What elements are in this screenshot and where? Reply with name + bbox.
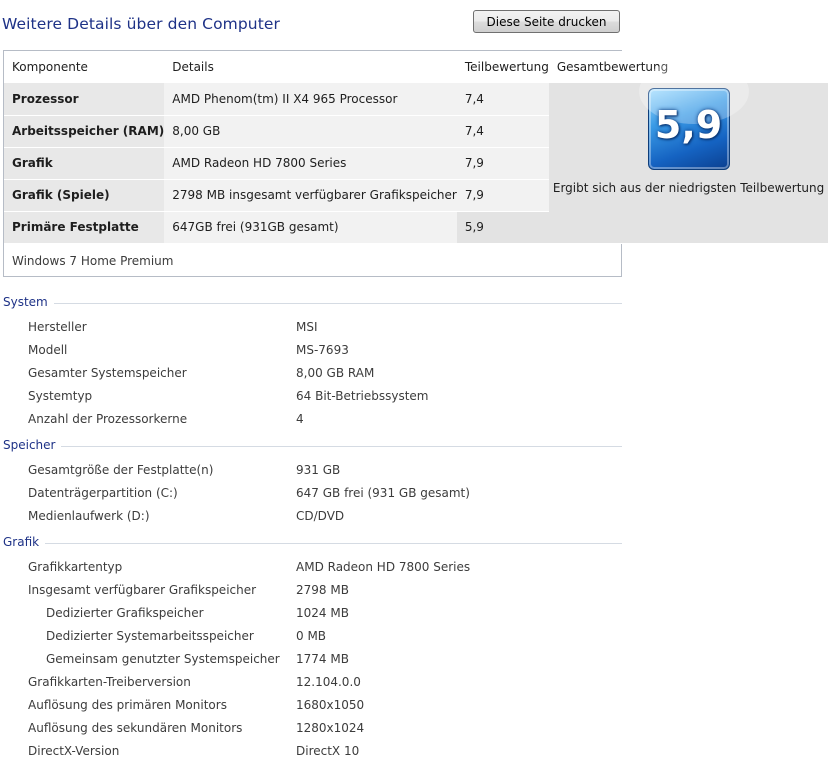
detail-value: 8,00 GB RAM xyxy=(296,366,375,380)
component-details: 2798 MB insgesamt verfügbarer Grafikspeicher xyxy=(164,179,457,211)
score-table xyxy=(4,51,828,244)
column-header-base-score: Gesamtbewertung xyxy=(549,51,828,83)
detail-row xyxy=(0,698,626,718)
detail-row xyxy=(0,463,626,483)
detail-row xyxy=(0,606,626,626)
detail-value: 647 GB frei (931 GB gesamt) xyxy=(296,486,470,500)
print-page-button[interactable]: Diese Seite drucken xyxy=(473,10,620,33)
component-details: 8,00 GB xyxy=(164,115,457,147)
detail-label: Dedizierter Systemarbeitsspeicher xyxy=(46,629,254,643)
detail-value: MSI xyxy=(296,320,318,334)
detail-label: Gemeinsam genutzter Systemspeicher xyxy=(46,652,280,666)
component-name: Primäre Festplatte xyxy=(4,211,164,243)
component-subscore: 7,9 xyxy=(457,147,549,179)
section-divider xyxy=(3,303,622,304)
detail-value: AMD Radeon HD 7800 Series xyxy=(296,560,471,574)
detail-row xyxy=(0,629,626,649)
column-header-component: Komponente xyxy=(4,51,164,83)
detail-label: Datenträgerpartition (C:) xyxy=(28,486,178,500)
component-subscore: 7,4 xyxy=(457,115,549,147)
section-header-storage xyxy=(3,438,622,454)
detail-label: Medienlaufwerk (D:) xyxy=(28,509,150,523)
column-header-subscore: Teilbewertung xyxy=(457,51,549,83)
section-header-graphics xyxy=(3,535,622,551)
detail-row xyxy=(0,583,626,603)
detail-row xyxy=(0,320,626,340)
base-score-cell xyxy=(549,83,828,243)
detail-value: 1680x1050 xyxy=(296,698,365,712)
table-row xyxy=(4,83,828,115)
base-score-value: 5,9 xyxy=(654,103,723,147)
component-subscore: 7,4 xyxy=(457,83,549,115)
detail-label: Systemtyp xyxy=(28,389,93,403)
page-title: Weitere Details über den Computer xyxy=(2,15,281,33)
windows-edition: Windows 7 Home Premium xyxy=(12,254,174,268)
component-name: Grafik (Spiele) xyxy=(4,179,164,211)
section-title: Grafik xyxy=(3,535,45,549)
detail-value: 1024 MB xyxy=(296,606,349,620)
column-header-details: Details xyxy=(164,51,457,83)
detail-value: 64 Bit-Betriebssystem xyxy=(296,389,429,403)
detail-row xyxy=(0,486,626,506)
base-score-caption: Ergibt sich aus der niedrigsten Teilbewertung xyxy=(552,181,825,195)
component-name: Grafik xyxy=(4,147,164,179)
section-title: Speicher xyxy=(3,438,61,452)
component-name: Arbeitsspeicher (RAM) xyxy=(4,115,164,147)
component-details: AMD Phenom(tm) II X4 965 Processor xyxy=(164,83,457,115)
section-title: System xyxy=(3,295,54,309)
detail-row xyxy=(0,509,626,529)
detail-label: Auflösung des sekundären Monitors xyxy=(28,721,243,735)
section-header-system xyxy=(3,295,622,311)
detail-label: Modell xyxy=(28,343,68,357)
detail-row xyxy=(0,560,626,580)
detail-value: DirectX 10 xyxy=(296,744,360,758)
detail-row xyxy=(0,721,626,741)
detail-value: 931 GB xyxy=(296,463,341,477)
detail-row xyxy=(0,675,626,695)
detail-value: 1280x1024 xyxy=(296,721,365,735)
detail-label: Grafikkarten-Treiberversion xyxy=(28,675,191,689)
component-name: Prozessor xyxy=(4,83,164,115)
component-details: 647GB frei (931GB gesamt) xyxy=(164,211,457,243)
detail-row xyxy=(0,389,626,409)
detail-row xyxy=(0,412,626,432)
base-score-badge xyxy=(648,88,730,170)
score-panel xyxy=(3,50,825,277)
detail-value: 0 MB xyxy=(296,629,327,643)
detail-value: CD/DVD xyxy=(296,509,345,523)
detail-value: 12.104.0.0 xyxy=(296,675,361,689)
detail-label: Grafikkartentyp xyxy=(28,560,123,574)
detail-label: Insgesamt verfügbarer Grafikspeicher xyxy=(28,583,257,597)
detail-label: Anzahl der Prozessorkerne xyxy=(28,412,188,426)
detail-row xyxy=(0,343,626,363)
component-subscore: 5,9 xyxy=(457,211,549,243)
detail-label: DirectX-Version xyxy=(28,744,120,758)
detail-label: Gesamter Systemspeicher xyxy=(28,366,187,380)
detail-label: Hersteller xyxy=(28,320,87,334)
detail-value: MS-7693 xyxy=(296,343,349,357)
section-divider xyxy=(3,543,622,544)
detail-value: 4 xyxy=(296,412,304,426)
detail-row xyxy=(0,652,626,672)
detail-label: Dedizierter Grafikspeicher xyxy=(46,606,204,620)
detail-value: 2798 MB xyxy=(296,583,349,597)
component-subscore: 7,9 xyxy=(457,179,549,211)
section-divider xyxy=(3,446,622,447)
detail-label: Auflösung des primären Monitors xyxy=(28,698,227,712)
detail-label: Gesamtgröße der Festplatte(n) xyxy=(28,463,214,477)
component-details: AMD Radeon HD 7800 Series xyxy=(164,147,457,179)
detail-row xyxy=(0,366,626,386)
detail-row xyxy=(0,744,626,764)
detail-value: 1774 MB xyxy=(296,652,349,666)
